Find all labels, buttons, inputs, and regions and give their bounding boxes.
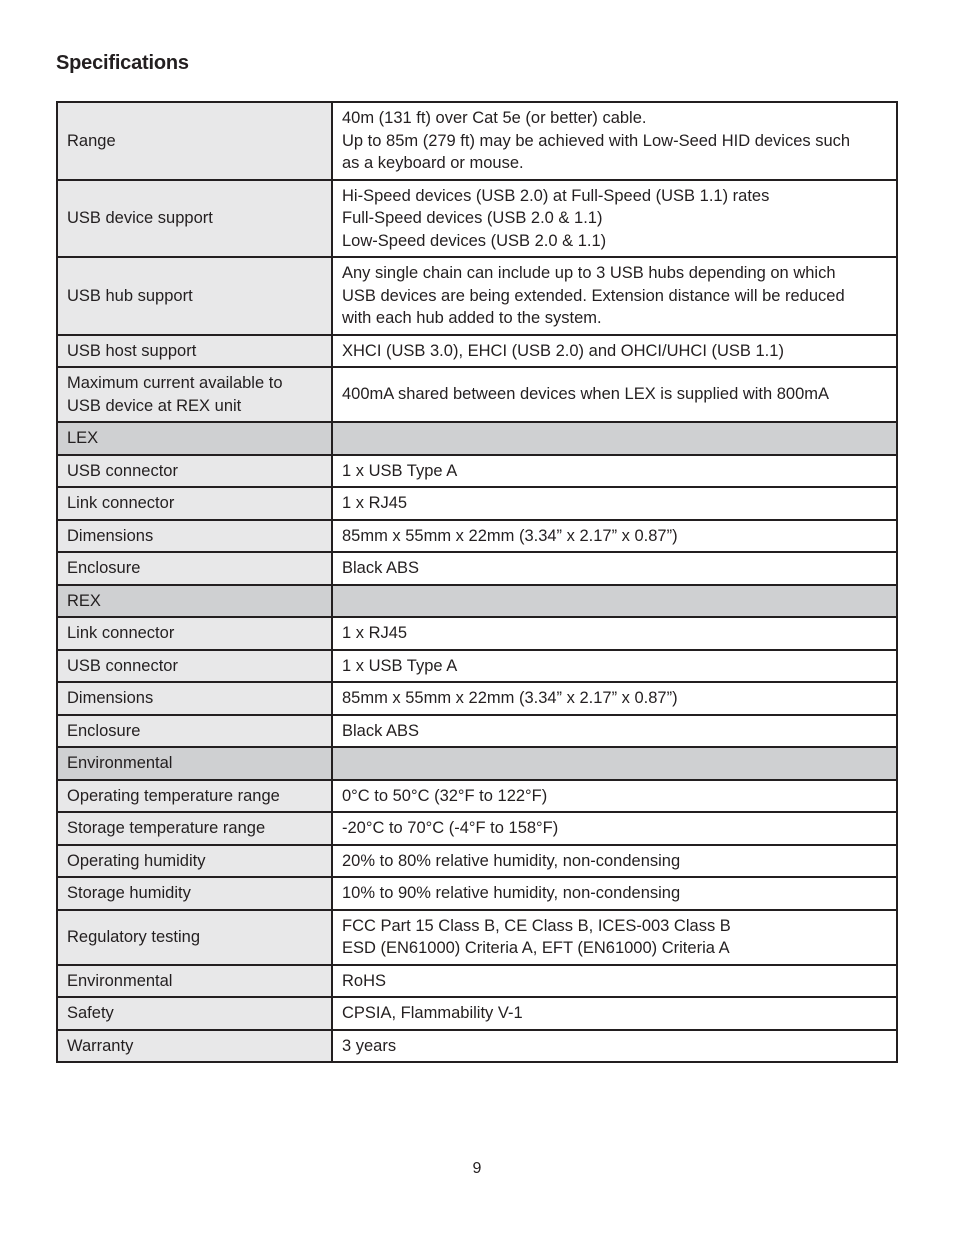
- spec-row: [57, 682, 897, 715]
- section-header-row: [57, 747, 897, 780]
- section-label: REX: [67, 591, 101, 610]
- spec-label: Range: [67, 131, 116, 150]
- spec-value: Hi-Speed devices (USB 2.0) at Full-Speed (USB 1.1) rates: [342, 186, 770, 205]
- spec-row: [57, 965, 897, 998]
- spec-value: Full-Speed devices (USB 2.0 & 1.1): [342, 209, 603, 227]
- spec-row: [57, 650, 897, 683]
- spec-label: Enclosure: [67, 559, 141, 577]
- spec-value-cell: [332, 682, 897, 715]
- spec-label: USB host support: [67, 341, 197, 360]
- spec-label: USB connector: [67, 656, 178, 675]
- spec-row: [57, 335, 897, 368]
- spec-value-cell: [332, 780, 897, 813]
- spec-value: 1 x USB Type A: [342, 656, 458, 675]
- spec-row: [57, 877, 897, 910]
- spec-label: Link connector: [67, 624, 175, 642]
- spec-value-cell: [332, 997, 897, 1030]
- spec-row: [57, 910, 897, 965]
- spec-row: [57, 780, 897, 813]
- spec-row: [57, 520, 897, 553]
- spec-label-cell: [57, 520, 332, 553]
- specifications-table-body: [57, 102, 897, 1062]
- spec-value-cell: [332, 102, 897, 180]
- spec-label-cell: [57, 877, 332, 910]
- spec-label-cell: [57, 1030, 332, 1063]
- spec-value-cell: [332, 552, 897, 585]
- spec-value: 10% to 90% relative humidity, non-condensing: [342, 884, 681, 902]
- spec-label: Storage temperature range: [67, 819, 266, 837]
- spec-label-cell: [57, 335, 332, 368]
- spec-value-cell: [332, 877, 897, 910]
- spec-value: 20% to 80% relative humidity, non-condensing: [342, 851, 681, 870]
- spec-label-cell: [57, 910, 332, 965]
- spec-label-cell: [57, 845, 332, 878]
- spec-value: Black ABS: [342, 721, 420, 740]
- spec-value-cell: [332, 650, 897, 683]
- page-title: Specifications: [56, 52, 189, 74]
- spec-label: Operating humidity: [67, 851, 206, 870]
- spec-row: [57, 102, 897, 180]
- spec-value-cell: [332, 715, 897, 748]
- spec-label: Regulatory testing: [67, 927, 200, 946]
- spec-label-cell: [57, 617, 332, 650]
- spec-value-cell: [332, 487, 897, 520]
- section-label-cell: [57, 585, 332, 618]
- spec-label-cell: [57, 102, 332, 180]
- spec-row: [57, 257, 897, 335]
- spec-label: Operating temperature range: [67, 786, 280, 805]
- spec-label: USB connector: [67, 461, 178, 480]
- spec-value: XHCI (USB 3.0), EHCI (USB 2.0) and OHCI/UHCI (USB 1.1): [342, 341, 784, 360]
- spec-value: FCC Part 15 Class B, CE Class B, ICES-003 Class B: [342, 916, 731, 935]
- spec-value: 0°C to 50°C (32°F to 122°F): [342, 786, 548, 805]
- section-header-row: [57, 422, 897, 455]
- spec-row: [57, 180, 897, 258]
- section-label-cell: [57, 747, 332, 780]
- spec-value: -20°C to 70°C (-4°F to 158°F): [342, 819, 559, 837]
- spec-value: CPSIA, Flammability V-1: [342, 1004, 523, 1022]
- spec-value: 1 x USB Type A: [342, 461, 458, 480]
- spec-value: 85mm x 55mm x 22mm (3.34” x 2.17” x 0.87”): [342, 526, 678, 545]
- spec-value: Low-Speed devices (USB 2.0 & 1.1): [342, 231, 607, 250]
- spec-row: [57, 367, 897, 422]
- spec-label-cell: [57, 650, 332, 683]
- spec-label: USB hub support: [67, 286, 193, 305]
- spec-label: Link connector: [67, 494, 175, 512]
- spec-row: [57, 1030, 897, 1063]
- spec-value-cell: [332, 965, 897, 998]
- section-value-cell: [332, 747, 897, 780]
- spec-value-cell: [332, 617, 897, 650]
- spec-label-cell: [57, 455, 332, 488]
- spec-label-cell: [57, 965, 332, 998]
- spec-value-cell: [332, 520, 897, 553]
- spec-value-cell: [332, 910, 897, 965]
- spec-row: [57, 487, 897, 520]
- spec-label-cell: [57, 487, 332, 520]
- spec-label: Environmental: [67, 971, 173, 990]
- spec-label: Safety: [67, 1004, 114, 1022]
- spec-value: 3 years: [342, 1036, 397, 1055]
- spec-label-cell: [57, 552, 332, 585]
- spec-label: USB device support: [67, 209, 213, 227]
- spec-value-cell: [332, 257, 897, 335]
- spec-row: [57, 552, 897, 585]
- spec-value: 1 x RJ45: [342, 624, 408, 642]
- spec-label: Enclosure: [67, 721, 141, 740]
- spec-value-cell: [332, 845, 897, 878]
- spec-value: Black ABS: [342, 559, 420, 577]
- spec-value-cell: [332, 335, 897, 368]
- specifications-table: [56, 101, 898, 1063]
- spec-value: ESD (EN61000) Criteria A, EFT (EN61000) Criteria A: [342, 939, 730, 957]
- spec-row: [57, 845, 897, 878]
- spec-label-cell: [57, 367, 332, 422]
- page-number: 9: [472, 1160, 482, 1177]
- spec-label: Dimensions: [67, 689, 154, 707]
- section-label: Environmental: [67, 754, 173, 772]
- spec-label-cell: [57, 682, 332, 715]
- spec-value: with each hub added to the system.: [342, 309, 602, 327]
- spec-value: 85mm x 55mm x 22mm (3.34” x 2.17” x 0.87”): [342, 689, 678, 707]
- spec-label-cell: [57, 997, 332, 1030]
- spec-label: Warranty: [67, 1036, 134, 1055]
- spec-row: [57, 617, 897, 650]
- spec-value: 1 x RJ45: [342, 494, 408, 512]
- spec-label-cell: [57, 812, 332, 845]
- section-label-cell: [57, 422, 332, 455]
- section-value-cell: [332, 585, 897, 618]
- section-header-row: [57, 585, 897, 618]
- spec-value: Any single chain can include up to 3 USB hubs depending on which: [342, 264, 836, 282]
- spec-value: USB devices are being extended. Extension distance will be reduced: [342, 286, 845, 305]
- spec-value-cell: [332, 812, 897, 845]
- spec-label: Maximum current available to: [67, 374, 283, 392]
- spec-value-cell: [332, 367, 897, 422]
- spec-value: RoHS: [342, 971, 387, 990]
- spec-label-cell: [57, 180, 332, 258]
- spec-row: [57, 812, 897, 845]
- spec-value: 40m (131 ft) over Cat 5e (or better) cable.: [342, 109, 647, 127]
- spec-label-cell: [57, 780, 332, 813]
- spec-value: 400mA shared between devices when LEX is supplied with 800mA: [342, 385, 830, 404]
- spec-label-cell: [57, 715, 332, 748]
- spec-label: Storage humidity: [67, 884, 191, 902]
- spec-value: as a keyboard or mouse.: [342, 154, 524, 172]
- spec-value: Up to 85m (279 ft) may be achieved with Low-Seed HID devices such: [342, 131, 851, 150]
- spec-row: [57, 455, 897, 488]
- spec-label: Dimensions: [67, 526, 154, 545]
- spec-label-cell: [57, 257, 332, 335]
- section-label: LEX: [67, 429, 99, 447]
- spec-value-cell: [332, 1030, 897, 1063]
- spec-value-cell: [332, 455, 897, 488]
- section-value-cell: [332, 422, 897, 455]
- spec-row: [57, 715, 897, 748]
- spec-row: [57, 997, 897, 1030]
- spec-value-cell: [332, 180, 897, 258]
- spec-label: USB device at REX unit: [67, 396, 242, 415]
